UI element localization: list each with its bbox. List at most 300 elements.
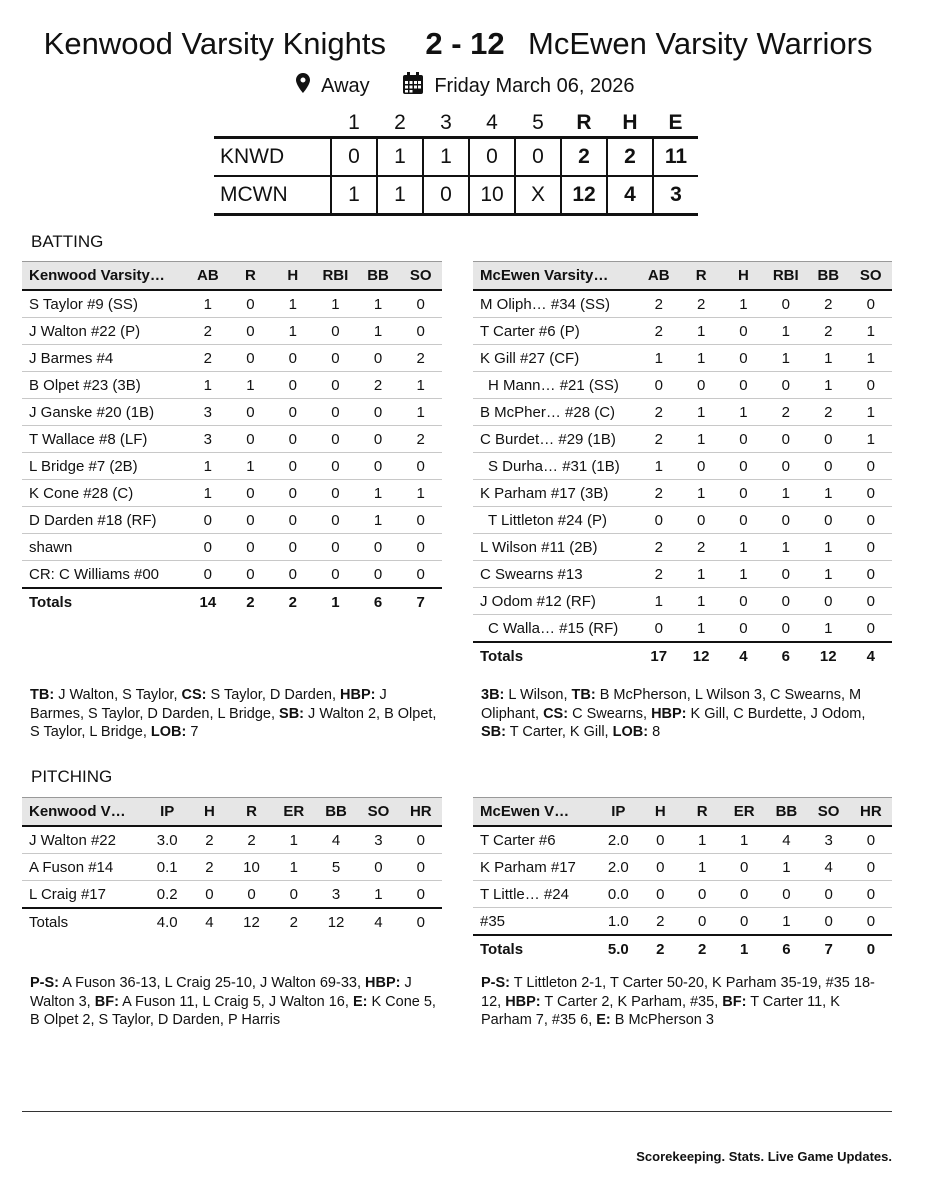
totals-label: Totals bbox=[22, 908, 146, 935]
totals-cell: 6 bbox=[357, 588, 400, 615]
batting-section-title: BATTING bbox=[31, 232, 104, 251]
linescore-cell: 11 bbox=[653, 138, 698, 177]
stat-cell: 0 bbox=[850, 290, 893, 318]
player-name: T Littleton #24 (P) bbox=[473, 507, 638, 534]
stat-cell: 0 bbox=[229, 507, 271, 534]
stat-cell: 0 bbox=[722, 615, 764, 643]
stat-cell: 0 bbox=[850, 480, 893, 507]
stat-cell: 5 bbox=[315, 854, 357, 881]
stat-cell: 1 bbox=[680, 345, 722, 372]
stat-cell: 0 bbox=[681, 908, 723, 936]
player-row bbox=[473, 372, 892, 399]
stat-cell: 1 bbox=[399, 399, 442, 426]
stat-cell: 1 bbox=[272, 318, 314, 345]
game-info bbox=[0, 72, 930, 100]
stat-cell: 0 bbox=[808, 908, 850, 936]
stat-cell: 0 bbox=[722, 453, 764, 480]
stat-cell: 2 bbox=[807, 399, 849, 426]
stat-cell: 0 bbox=[400, 854, 442, 881]
totals-cell: 7 bbox=[399, 588, 442, 615]
stat-cell: 1 bbox=[638, 588, 680, 615]
player-row bbox=[473, 345, 892, 372]
totals-cell: 4 bbox=[722, 642, 764, 669]
stat-cell: 0 bbox=[638, 615, 680, 643]
totals-label: Totals bbox=[473, 642, 638, 669]
stat-cell: 1 bbox=[680, 399, 722, 426]
team-column-header: Kenwood V… bbox=[22, 798, 146, 827]
stat-cell: 1 bbox=[765, 854, 807, 881]
stat-cell: 0 bbox=[639, 826, 681, 854]
note-text: T Carter 2, K Parham, #35, bbox=[540, 993, 723, 1010]
away-batting-table bbox=[473, 261, 892, 669]
stat-cell: 0 bbox=[357, 453, 400, 480]
stat-column-header: H bbox=[639, 798, 681, 827]
player-row bbox=[473, 826, 892, 854]
note-label: P-S: bbox=[481, 975, 510, 991]
linescore-cell: X bbox=[515, 176, 561, 215]
stat-cell: 2 bbox=[680, 534, 722, 561]
totals-cell: 17 bbox=[638, 642, 680, 669]
stat-cell: 2 bbox=[638, 290, 680, 318]
stat-cell: 0 bbox=[400, 881, 442, 909]
note-text: J Barmes, S Taylor, D Darden, L Bridge, bbox=[30, 687, 391, 722]
player-name: K Parham #17 (3B) bbox=[473, 480, 638, 507]
stat-cell: 0 bbox=[229, 480, 271, 507]
stat-cell: 1.0 bbox=[597, 908, 639, 936]
stat-cell: 3 bbox=[315, 881, 357, 909]
stat-cell: 0 bbox=[314, 372, 357, 399]
footer-tagline: Scorekeeping. Stats. Live Game Updates. bbox=[636, 1149, 892, 1164]
note-text: A Fuson 11, L Craig 5, J Walton 16, bbox=[118, 993, 353, 1010]
stat-cell: 0 bbox=[314, 318, 357, 345]
stat-cell: 2 bbox=[187, 318, 230, 345]
stat-cell: 0 bbox=[229, 345, 271, 372]
stat-cell: 2 bbox=[638, 480, 680, 507]
player-row bbox=[473, 534, 892, 561]
player-name: J Walton #22 (P) bbox=[22, 318, 187, 345]
linescore-cell: 1 bbox=[331, 176, 377, 215]
stat-cell: 0.1 bbox=[146, 854, 188, 881]
stat-cell: 0 bbox=[722, 372, 764, 399]
stat-cell: 0 bbox=[638, 507, 680, 534]
stat-cell: 0 bbox=[272, 534, 314, 561]
team-column-header: Kenwood Varsity… bbox=[22, 262, 187, 291]
player-row bbox=[22, 372, 442, 399]
player-row bbox=[22, 426, 442, 453]
note-label: BF: bbox=[94, 993, 119, 1010]
stat-cell: 2 bbox=[399, 345, 442, 372]
stat-cell: 0 bbox=[314, 507, 357, 534]
stat-cell: 0 bbox=[722, 426, 764, 453]
stat-cell: 0 bbox=[230, 881, 272, 909]
stat-column-header: HR bbox=[850, 798, 892, 827]
stat-cell: 1 bbox=[807, 615, 849, 643]
player-row bbox=[22, 881, 442, 909]
stat-cell: 0 bbox=[357, 534, 400, 561]
stat-cell: 0 bbox=[681, 881, 723, 908]
stat-cell: 0 bbox=[229, 290, 271, 318]
stat-cell: 0 bbox=[850, 507, 893, 534]
stat-cell: 2 bbox=[188, 854, 230, 881]
stat-cell: 0 bbox=[357, 345, 400, 372]
stat-cell: 1 bbox=[764, 534, 807, 561]
stat-cell: 2 bbox=[638, 399, 680, 426]
stat-cell: 0 bbox=[807, 453, 849, 480]
stat-column-header: R bbox=[230, 798, 272, 827]
stat-cell: 0 bbox=[229, 534, 271, 561]
note-label: SB: bbox=[481, 724, 506, 740]
stat-cell: 0 bbox=[850, 826, 892, 854]
player-row bbox=[473, 426, 892, 453]
stat-cell: 0 bbox=[314, 345, 357, 372]
stat-cell: 0 bbox=[764, 290, 807, 318]
player-row bbox=[22, 534, 442, 561]
stat-cell: 0 bbox=[764, 615, 807, 643]
linescore-col-header: 1 bbox=[348, 111, 360, 134]
stat-cell: 1 bbox=[357, 881, 399, 909]
stat-cell: 3 bbox=[187, 399, 230, 426]
linescore-col-header: E bbox=[668, 111, 683, 134]
stat-cell: 0 bbox=[229, 399, 271, 426]
player-row bbox=[473, 881, 892, 908]
stat-cell: 0 bbox=[680, 453, 722, 480]
stat-cell: 1 bbox=[722, 561, 764, 588]
stat-cell: 1 bbox=[680, 588, 722, 615]
stat-cell: 1 bbox=[850, 399, 893, 426]
totals-cell: 12 bbox=[230, 908, 272, 935]
totals-cell: 0 bbox=[400, 908, 442, 935]
note-text: L Wilson, bbox=[504, 687, 572, 703]
stat-cell: 0 bbox=[722, 345, 764, 372]
stat-cell: 0 bbox=[357, 399, 400, 426]
stat-cell: 1 bbox=[680, 426, 722, 453]
stat-cell: 0 bbox=[314, 453, 357, 480]
stat-column-header: AB bbox=[187, 262, 230, 291]
totals-label: Totals bbox=[22, 588, 187, 615]
stat-column-header: BB bbox=[315, 798, 357, 827]
stat-cell: 0 bbox=[272, 507, 314, 534]
stat-cell: 0 bbox=[807, 507, 849, 534]
stat-cell: 1 bbox=[681, 826, 723, 854]
stat-cell: 0 bbox=[229, 318, 271, 345]
stat-cell: 1 bbox=[638, 453, 680, 480]
stat-cell: 0 bbox=[314, 534, 357, 561]
away-pitching-notes bbox=[481, 974, 891, 1030]
stat-cell: 0 bbox=[272, 480, 314, 507]
map-pin-icon bbox=[296, 73, 310, 99]
stat-column-header: H bbox=[272, 262, 314, 291]
player-name: A Fuson #14 bbox=[22, 854, 146, 881]
note-text: B McPherson, L Wilson 3, C Swearns, M Oliphant, bbox=[481, 687, 866, 722]
player-name: #35 bbox=[473, 908, 597, 936]
linescore-col-header: 5 bbox=[532, 111, 544, 134]
stat-cell: 1 bbox=[765, 908, 807, 936]
stat-cell: 1 bbox=[229, 453, 271, 480]
linescore-col-header: 4 bbox=[486, 111, 498, 134]
stat-cell: 0 bbox=[850, 561, 893, 588]
away-pitching-table bbox=[473, 797, 892, 962]
player-name: CR: C Williams #00 bbox=[22, 561, 187, 589]
stat-cell: 2 bbox=[807, 318, 849, 345]
stat-cell: 2 bbox=[638, 318, 680, 345]
note-text: B McPherson 3 bbox=[610, 1012, 714, 1028]
note-text: T Carter 11, K Parham 7, #35 6, bbox=[481, 993, 844, 1028]
stat-column-header: BB bbox=[807, 262, 849, 291]
note-label: TB: bbox=[30, 687, 55, 703]
stat-cell: 2 bbox=[357, 372, 400, 399]
totals-cell: 14 bbox=[187, 588, 230, 615]
stat-cell: 1 bbox=[357, 290, 400, 318]
stat-cell: 1 bbox=[680, 615, 722, 643]
stat-cell: 1 bbox=[680, 318, 722, 345]
note-text: A Fuson 36-13, L Craig 25-10, J Walton 69-33, bbox=[59, 975, 366, 991]
note-label: SB: bbox=[279, 705, 305, 722]
stat-cell: 1 bbox=[764, 480, 807, 507]
linescore-col-header: R bbox=[576, 111, 592, 134]
note-text: K Gill, C Burdette, J Odom, bbox=[686, 705, 870, 722]
stats-header-row bbox=[22, 798, 442, 827]
stats-header-row bbox=[473, 262, 892, 291]
linescore-cell: 12 bbox=[561, 176, 607, 215]
stat-cell: 0 bbox=[850, 854, 892, 881]
player-row bbox=[22, 345, 442, 372]
stat-cell: 2 bbox=[638, 561, 680, 588]
player-row bbox=[473, 588, 892, 615]
stats-header-row bbox=[473, 798, 892, 827]
stat-cell: 0 bbox=[807, 426, 849, 453]
stat-cell: 4 bbox=[808, 854, 850, 881]
team-column-header: McEwen V… bbox=[473, 798, 597, 827]
stat-cell: 1 bbox=[722, 534, 764, 561]
stat-cell: 1 bbox=[399, 480, 442, 507]
player-name: L Wilson #11 (2B) bbox=[473, 534, 638, 561]
stat-cell: 2 bbox=[639, 908, 681, 936]
stat-cell: 10 bbox=[230, 854, 272, 881]
stat-cell: 0 bbox=[764, 561, 807, 588]
totals-cell: 5.0 bbox=[597, 935, 639, 962]
totals-cell: 6 bbox=[764, 642, 807, 669]
player-row bbox=[22, 399, 442, 426]
stat-cell: 0 bbox=[764, 507, 807, 534]
stat-cell: 1 bbox=[229, 372, 271, 399]
totals-cell: 12 bbox=[680, 642, 722, 669]
player-row bbox=[22, 826, 442, 854]
player-row bbox=[22, 290, 442, 318]
home-team-name: Kenwood Varsity Knights bbox=[43, 26, 386, 61]
stat-cell: 0 bbox=[723, 881, 765, 908]
stat-cell: 0 bbox=[639, 881, 681, 908]
stat-cell: 1 bbox=[272, 290, 314, 318]
stat-cell: 0 bbox=[722, 588, 764, 615]
stat-cell: 0 bbox=[399, 453, 442, 480]
stat-cell: 0 bbox=[273, 881, 315, 909]
linescore-team: KNWD bbox=[214, 138, 331, 177]
stat-column-header: SO bbox=[808, 798, 850, 827]
player-row bbox=[473, 615, 892, 643]
linescore-cell: 1 bbox=[377, 176, 423, 215]
totals-cell: 1 bbox=[314, 588, 357, 615]
note-label: HBP: bbox=[340, 687, 376, 703]
stat-cell: 2.0 bbox=[597, 854, 639, 881]
linescore-cell: 10 bbox=[469, 176, 515, 215]
stat-cell: 0 bbox=[850, 908, 892, 936]
stat-cell: 1 bbox=[722, 290, 764, 318]
note-label: HBP: bbox=[651, 705, 687, 722]
player-row bbox=[22, 561, 442, 589]
away-team-name: McEwen Varsity Warriors bbox=[528, 26, 873, 61]
note-label: LOB: bbox=[150, 724, 187, 740]
linescore-cell: 0 bbox=[515, 138, 561, 177]
player-name: H Mann… #21 (SS) bbox=[473, 372, 638, 399]
note-text: J Walton 2, B Olpet, S Taylor, L Bridge, bbox=[30, 705, 441, 740]
stat-column-header: RBI bbox=[764, 262, 807, 291]
home-pitching-table bbox=[22, 797, 442, 935]
note-text: K Cone 5, B Olpet 2, S Taylor, D Darden, P Harris bbox=[30, 993, 440, 1028]
stat-cell: 1 bbox=[807, 534, 849, 561]
linescore-row bbox=[214, 138, 698, 177]
stat-cell: 1 bbox=[638, 345, 680, 372]
totals-cell: 2 bbox=[229, 588, 271, 615]
calendar-icon bbox=[403, 72, 423, 100]
stat-cell: 0 bbox=[400, 826, 442, 854]
totals-cell: 4.0 bbox=[146, 908, 188, 935]
stat-cell: 3.0 bbox=[146, 826, 188, 854]
totals-cell: 6 bbox=[765, 935, 807, 962]
player-row bbox=[473, 480, 892, 507]
note-label: TB: bbox=[571, 687, 596, 703]
player-name: B McPher… #28 (C) bbox=[473, 399, 638, 426]
stat-cell: 1 bbox=[357, 318, 400, 345]
stat-cell: 3 bbox=[808, 826, 850, 854]
stat-cell: 0 bbox=[850, 615, 893, 643]
player-row bbox=[473, 507, 892, 534]
stat-cell: 1 bbox=[187, 372, 230, 399]
stat-cell: 0 bbox=[723, 854, 765, 881]
totals-row bbox=[473, 935, 892, 962]
stat-cell: 1 bbox=[187, 480, 230, 507]
stat-cell: 0 bbox=[680, 507, 722, 534]
stat-cell: 2 bbox=[399, 426, 442, 453]
linescore-col-header: 3 bbox=[440, 111, 452, 134]
stat-column-header: R bbox=[680, 262, 722, 291]
team-column-header: McEwen Varsity… bbox=[473, 262, 638, 291]
stat-column-header: AB bbox=[638, 262, 680, 291]
stat-cell: 2 bbox=[680, 290, 722, 318]
totals-row bbox=[22, 588, 442, 615]
pitching-section-title: PITCHING bbox=[31, 767, 113, 786]
player-name: T Wallace #8 (LF) bbox=[22, 426, 187, 453]
stat-cell: 0 bbox=[272, 561, 314, 589]
stat-cell: 1 bbox=[764, 318, 807, 345]
totals-cell: 2 bbox=[272, 588, 314, 615]
stat-cell: 1 bbox=[187, 453, 230, 480]
stat-cell: 0 bbox=[272, 399, 314, 426]
player-name: shawn bbox=[22, 534, 187, 561]
linescore-table bbox=[214, 110, 698, 216]
stat-cell: 0 bbox=[722, 318, 764, 345]
linescore-cell: 4 bbox=[607, 176, 653, 215]
linescore-team: MCWN bbox=[214, 176, 331, 215]
stat-cell: 0 bbox=[399, 507, 442, 534]
player-row bbox=[22, 453, 442, 480]
stat-cell: 1 bbox=[850, 345, 893, 372]
stat-cell: 0 bbox=[187, 507, 230, 534]
linescore-col-header: 2 bbox=[394, 111, 406, 134]
stat-cell: 0 bbox=[357, 854, 399, 881]
stat-cell: 1 bbox=[357, 507, 400, 534]
linescore-cell: 1 bbox=[377, 138, 423, 177]
note-text: J Walton, S Taylor, bbox=[54, 687, 182, 703]
stat-cell: 1 bbox=[850, 318, 893, 345]
stat-cell: 1 bbox=[807, 372, 849, 399]
note-label: BF: bbox=[722, 993, 747, 1010]
note-text: 7 bbox=[186, 724, 199, 740]
stat-cell: 1 bbox=[807, 345, 849, 372]
stat-cell: 0 bbox=[722, 507, 764, 534]
stat-cell: 2 bbox=[807, 290, 849, 318]
stat-cell: 0 bbox=[850, 372, 893, 399]
linescore-col-header: H bbox=[622, 111, 638, 134]
stat-cell: 2.0 bbox=[597, 826, 639, 854]
player-row bbox=[473, 290, 892, 318]
note-label: HBP: bbox=[505, 993, 541, 1010]
stat-cell: 0 bbox=[188, 881, 230, 909]
stat-cell: 0 bbox=[764, 372, 807, 399]
stat-column-header: H bbox=[188, 798, 230, 827]
stat-cell: 2 bbox=[764, 399, 807, 426]
player-name: B Olpet #23 (3B) bbox=[22, 372, 187, 399]
totals-cell: 2 bbox=[273, 908, 315, 935]
player-row bbox=[22, 507, 442, 534]
stat-cell: 1 bbox=[680, 480, 722, 507]
note-label: CS: bbox=[181, 687, 207, 703]
stat-column-header: R bbox=[681, 798, 723, 827]
stat-cell: 1 bbox=[764, 345, 807, 372]
player-name: T Carter #6 bbox=[473, 826, 597, 854]
linescore-cell: 2 bbox=[561, 138, 607, 177]
linescore-cell: 2 bbox=[607, 138, 653, 177]
stat-column-header: IP bbox=[146, 798, 188, 827]
stat-cell: 3 bbox=[357, 826, 399, 854]
stat-cell: 0 bbox=[638, 372, 680, 399]
stat-cell: 1 bbox=[807, 480, 849, 507]
stat-cell: 0 bbox=[399, 318, 442, 345]
stat-cell: 2 bbox=[230, 826, 272, 854]
linescore-cell: 3 bbox=[653, 176, 698, 215]
stat-cell: 1 bbox=[807, 561, 849, 588]
totals-cell: 4 bbox=[188, 908, 230, 935]
totals-cell: 2 bbox=[639, 935, 681, 962]
stat-cell: 4 bbox=[765, 826, 807, 854]
stat-column-header: ER bbox=[273, 798, 315, 827]
player-row bbox=[473, 561, 892, 588]
stat-column-header: SO bbox=[850, 262, 893, 291]
player-row bbox=[473, 908, 892, 936]
player-row bbox=[473, 399, 892, 426]
location-label: Away bbox=[321, 74, 370, 97]
stat-cell: 0.0 bbox=[597, 881, 639, 908]
stat-cell: 0 bbox=[229, 561, 271, 589]
stat-column-header: H bbox=[722, 262, 764, 291]
stat-cell: 1 bbox=[314, 290, 357, 318]
player-row bbox=[473, 318, 892, 345]
stat-cell: 2 bbox=[188, 826, 230, 854]
note-label: LOB: bbox=[612, 724, 649, 740]
note-label: 3B: bbox=[481, 687, 505, 703]
player-name: J Ganske #20 (1B) bbox=[22, 399, 187, 426]
note-text: C Swearns, bbox=[568, 705, 652, 722]
totals-cell: 12 bbox=[807, 642, 849, 669]
